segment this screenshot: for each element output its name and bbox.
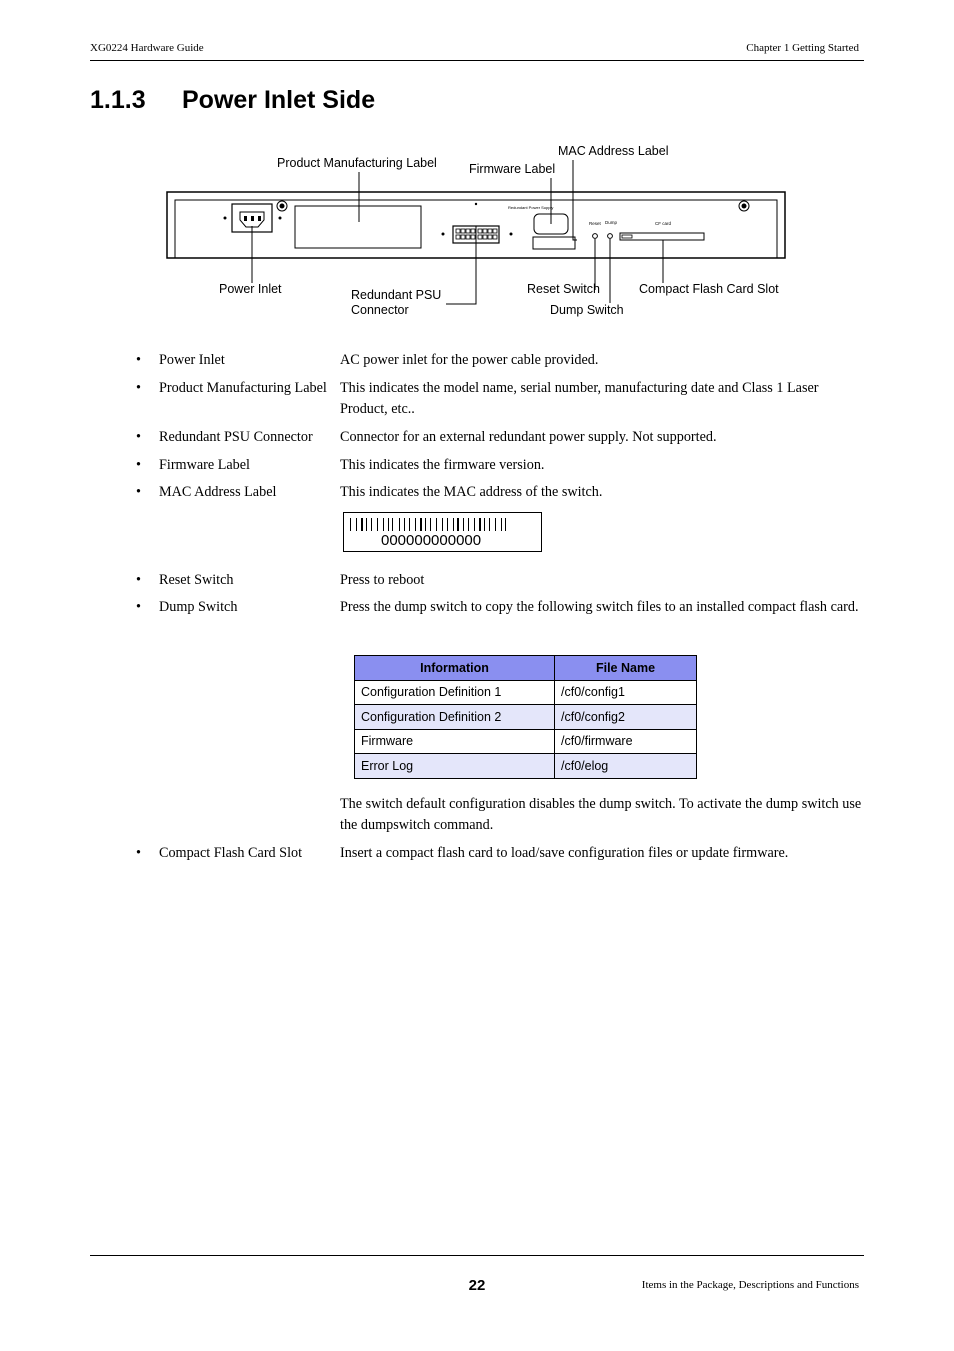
bullet: •	[136, 572, 141, 588]
bullet: •	[136, 845, 141, 861]
item-desc: This indicates the firmware version.	[340, 457, 545, 473]
table-cell: /cf0/config1	[555, 680, 697, 705]
table-header-file-name: File Name	[555, 656, 697, 681]
callout-power-inlet: Power Inlet	[219, 282, 282, 296]
bullet: •	[136, 429, 141, 445]
item-desc: Press the dump switch to copy the following switch files to an installed compact flash card.	[340, 599, 859, 615]
dump-note: The switch default configuration disables the dump switch. To activate the dump switch use the dumpswitch command.	[340, 796, 862, 833]
table-cell: Configuration Definition 2	[355, 705, 555, 730]
table-row	[355, 680, 697, 705]
cf-panel-text: CF card	[655, 221, 672, 226]
item-term: Compact Flash Card Slot	[159, 845, 303, 861]
screw-icon-center	[742, 204, 747, 209]
mac-label-area	[533, 237, 575, 249]
bullet: •	[136, 457, 141, 473]
callout-redundant-psu-line2: Connector	[351, 303, 409, 317]
cf-slot-shape	[620, 233, 704, 240]
screw-dot	[510, 233, 513, 236]
product-label-area	[295, 206, 421, 248]
item-term: Firmware Label	[159, 457, 250, 473]
table-cell: /cf0/elog	[555, 754, 697, 779]
dump-files-table	[354, 655, 697, 779]
mac-label-example	[343, 512, 542, 552]
item-term: Reset Switch	[159, 572, 234, 588]
section-number: 1.1.3	[90, 86, 146, 114]
cf-slot-eject	[622, 235, 632, 238]
section-title-text: Power Inlet Side	[182, 86, 376, 114]
screw-dot	[279, 217, 282, 220]
screw-dot	[224, 217, 227, 220]
page-number: 22	[468, 1277, 486, 1294]
power-inlet-pin	[258, 216, 261, 221]
table-cell: Firmware	[355, 729, 555, 754]
table-row	[355, 754, 697, 779]
screw-icon-center	[280, 204, 285, 209]
callout-mac-label: MAC Address Label	[558, 144, 669, 158]
barcode-icon	[350, 518, 536, 531]
item-term: MAC Address Label	[159, 484, 277, 500]
power-inlet-pin	[244, 216, 247, 221]
item-term: Power Inlet	[159, 352, 225, 368]
item-desc: This indicates the MAC address of the switch.	[340, 484, 603, 500]
bullet: •	[136, 380, 141, 396]
footer-right: Items in the Package, Descriptions and Functions	[641, 1279, 859, 1291]
screw-dot	[442, 233, 445, 236]
redundant-panel-text: Redundant Power Supply	[508, 205, 554, 210]
bullet: •	[136, 599, 141, 615]
table-row	[355, 729, 697, 754]
item-desc: AC power inlet for the power cable provided.	[340, 352, 599, 368]
item-term: Redundant PSU Connector	[159, 429, 313, 445]
power-inlet-pin	[251, 216, 254, 221]
table-cell: /cf0/firmware	[555, 729, 697, 754]
item-term: Dump Switch	[159, 599, 238, 615]
header-right: Chapter 1 Getting Started	[746, 42, 859, 54]
table-header-row	[355, 656, 697, 681]
dump-panel-text: Dump	[605, 220, 618, 225]
item-term: Product Manufacturing Label	[159, 380, 327, 396]
header-left: XG0224 Hardware Guide	[90, 42, 204, 54]
bullet: •	[136, 352, 141, 368]
table-cell: /cf0/config2	[555, 705, 697, 730]
callout-reset-switch: Reset Switch	[527, 282, 600, 296]
reset-panel-text: Reset	[589, 221, 601, 226]
item-desc: Press to reboot	[340, 572, 425, 588]
table-row	[355, 705, 697, 730]
callout-redundant-psu-line1: Redundant PSU	[351, 288, 442, 302]
reset-switch-shape	[593, 234, 598, 239]
led-dot	[475, 203, 477, 205]
bullet: •	[136, 484, 141, 500]
table-cell: Error Log	[355, 754, 555, 779]
callout-dump-switch: Dump Switch	[550, 303, 624, 317]
table-cell: Configuration Definition 1	[355, 680, 555, 705]
dump-switch-shape	[608, 234, 613, 239]
item-desc: This indicates the model name, serial number, manufacturing date and Class 1 Laser Product, etc..	[340, 380, 819, 417]
mac-example-number: 000000000000	[381, 532, 482, 549]
item-desc: Insert a compact flash card to load/save configuration files or update firmware.	[340, 845, 789, 861]
table-header-information: Information	[355, 656, 555, 681]
callout-product-label: Product Manufacturing Label	[277, 156, 437, 170]
callout-cf-slot: Compact Flash Card Slot	[639, 282, 779, 296]
item-desc: Connector for an external redundant power supply. Not supported.	[340, 429, 717, 445]
footer-rule	[90, 1255, 864, 1256]
callout-firmware-label: Firmware Label	[469, 162, 556, 176]
